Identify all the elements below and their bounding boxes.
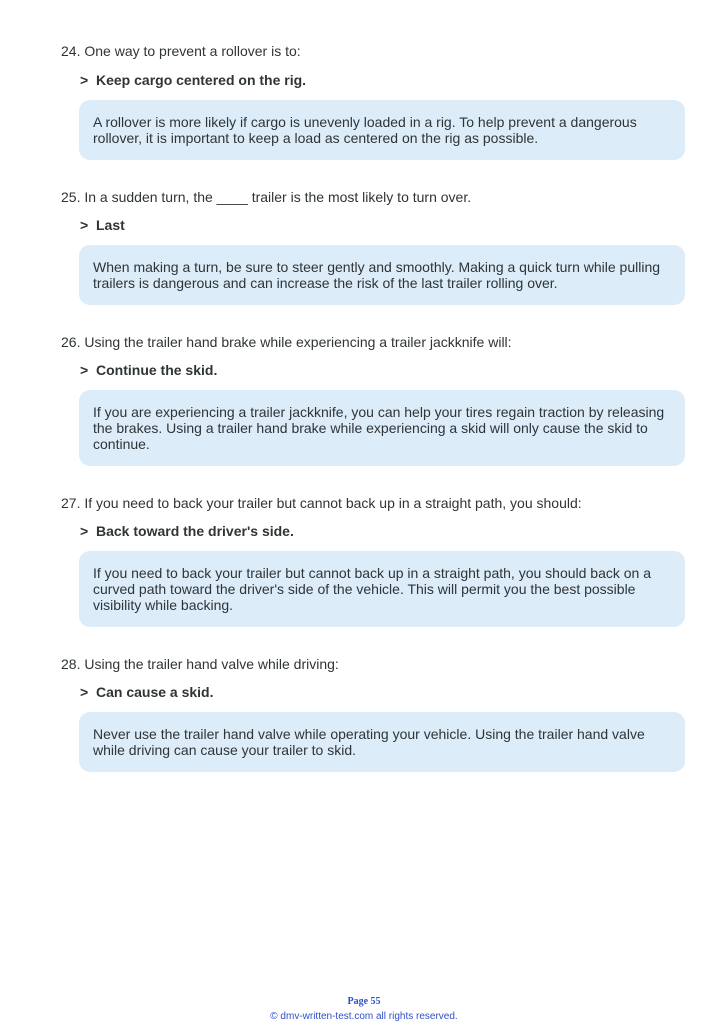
explanation-box: A rollover is more likely if cargo is unevenly loaded in a rig. To help prevent a dangerous rollover, it is important to keep a load as centered on the rig as possible.: [79, 100, 685, 160]
answer-marker: >: [80, 217, 89, 233]
question-text: 26. Using the trailer hand brake while experiencing a trailer jackknife will:: [61, 334, 512, 350]
answer-marker: >: [80, 523, 89, 539]
answer-marker: >: [80, 684, 89, 700]
page-number: Page 55: [347, 996, 381, 1007]
answer-text: Continue the skid.: [96, 362, 218, 378]
answer: [80, 684, 685, 701]
question-item: [61, 495, 685, 627]
question-text: 25. In a sudden turn, the ____ trailer is the most likely to turn over.: [61, 189, 472, 205]
answer-marker: >: [80, 362, 89, 378]
explanation-box: If you are experiencing a trailer jackknife, you can help your tires regain traction by releasing the brakes. Using a trailer hand brake while experiencing a skid will only cause the skid to continue.: [79, 390, 685, 466]
explanation-box: Never use the trailer hand valve while operating your vehicle. Using the trailer hand valve while driving can cause your trailer to skid.: [79, 712, 685, 772]
copyright-notice: © dmv-written-test.com all rights reserved.: [270, 1011, 458, 1022]
answer-text: Can cause a skid.: [96, 684, 214, 700]
question-item: [61, 189, 685, 305]
answer: [80, 362, 685, 379]
explanation-box: If you need to back your trailer but cannot back up in a straight path, you should back on a curved path toward the driver's side of the vehicle. This will permit you the best possible visibility while backing.: [79, 551, 685, 627]
answer: [80, 72, 685, 89]
answer-text: Back toward the driver's side.: [96, 523, 294, 539]
answer-text: Keep cargo centered on the rig.: [96, 72, 307, 88]
question-item: [61, 334, 685, 466]
explanation-box: When making a turn, be sure to steer gently and smoothly. Making a quick turn while pulling trailers is dangerous and can increase the risk of the last trailer rolling over.: [79, 245, 685, 305]
answer-text: Last: [96, 217, 125, 233]
question-item: [61, 656, 685, 772]
question-text: 27. If you need to back your trailer but cannot back up in a straight path, you should:: [61, 495, 582, 511]
answer-marker: >: [80, 72, 89, 88]
answer: [80, 217, 685, 234]
question-text: 24. One way to prevent a rollover is to:: [61, 43, 301, 59]
question-item: [61, 43, 685, 160]
answer: [80, 523, 685, 540]
question-text: 28. Using the trailer hand valve while driving:: [61, 656, 339, 672]
